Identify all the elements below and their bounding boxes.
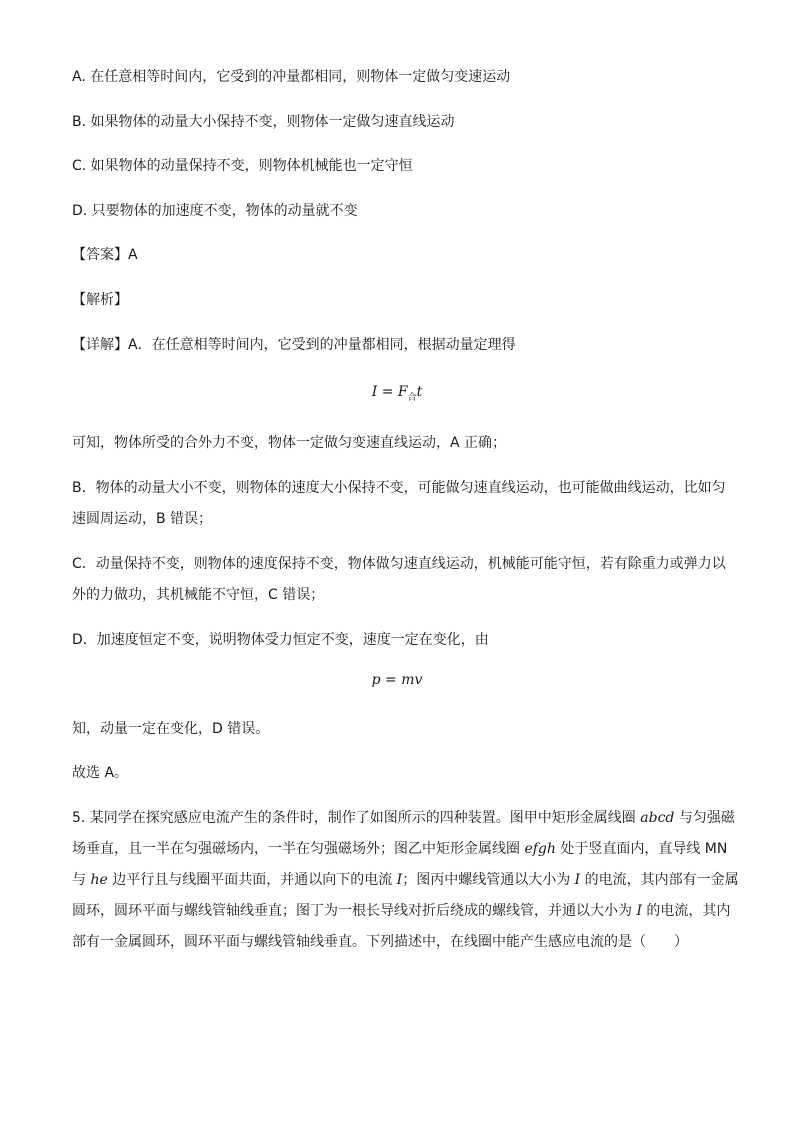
q5-text: 与匀强磁: [674, 810, 735, 826]
detail-a-line: [72, 336, 516, 354]
answer-line: [72, 246, 138, 264]
q5-text: ；图丙中螺线管通以大小为: [402, 872, 575, 888]
detail-a-conclusion: 可知，物体所受的合外力不变，物体一定做匀变速直线运动，A 正确；: [72, 435, 507, 451]
detail-a-text: A．在任意相等时间内，它受到的冲量都相同，根据动量定理得: [128, 337, 516, 353]
detail-choose: 故选 A。: [72, 765, 129, 781]
detail-label: 【详解】: [72, 337, 128, 353]
detail-d-line1: D．加速度恒定不变，说明物体受力恒定不变，速度一定在变化，由: [72, 632, 489, 648]
question-5-line1: [72, 809, 735, 827]
answer-value: A: [128, 247, 138, 263]
q5-text: 与: [72, 872, 91, 888]
detail-b-line1: B．物体的动量大小不变，则物体的速度大小保持不变，可能做匀速直线运动，也可能做曲线运动，比如匀: [72, 480, 726, 496]
equation-impulse-lhs: I = F: [371, 384, 408, 400]
option-b: B. 如果物体的动量大小保持不变，则物体一定做匀速直线运动: [72, 114, 455, 130]
option-c: C. 如果物体的动量保持不变，则物体机械能也一定守恒: [72, 158, 413, 174]
option-d: D. 只要物体的加速度不变，物体的动量就不变: [72, 203, 358, 219]
q5-text: 的电流，其内: [641, 903, 731, 919]
question-5-line3: [72, 871, 739, 889]
q5-text: 处于竖直面内，直导线 MN: [555, 841, 728, 857]
equation-impulse: [0, 384, 794, 403]
q5-text: 圆环，圆环平面与螺线管轴线垂直；图丁为一根长导线对折后绕成的螺线管，并通以大小为: [72, 903, 637, 919]
current-symbol: I: [636, 903, 642, 919]
question-5-line2: [72, 840, 727, 858]
detail-c-line2: 外的力做功，其机械能不守恒，C 错误；: [72, 587, 325, 603]
equation-momentum: p = mv: [371, 672, 423, 688]
q5-text: 5. 某同学在探究感应电流产生的条件时，制作了如图所示的四种装置。图甲中矩形金属线圈: [72, 810, 641, 826]
equation-impulse-subscript: 合: [407, 393, 417, 403]
q5-text: 边平行且与线圈平面共面，并通以向下的电流: [107, 872, 397, 888]
q5-text: 的电流，其内部有一金属: [580, 872, 739, 888]
current-symbol: I: [396, 872, 403, 888]
question-5-line5: 部有一金属圆环，圆环平面与螺线管轴线垂直。下列描述中，在线圈中能产生感应电流的是（ ）: [72, 934, 688, 950]
answer-label: 【答案】: [72, 247, 128, 263]
equation-impulse-rhs: t: [416, 384, 423, 400]
option-a: A. 在任意相等时间内，它受到的冲量都相同，则物体一定做匀变速运动: [72, 69, 511, 85]
analysis-label: 【解析】: [72, 292, 128, 308]
question-5-line4: [72, 902, 730, 920]
q5-text: 场垂直，且一半在匀强磁场内，一半在匀强磁场外；图乙中矩形金属线圈: [72, 841, 525, 857]
detail-d-line2: 知，动量一定在变化，D 错误。: [72, 721, 270, 737]
coil-efgh-label: efgh: [524, 841, 556, 857]
edge-he-label: he: [90, 872, 108, 888]
coil-abcd-label: abcd: [640, 810, 675, 826]
current-symbol: I: [574, 872, 581, 888]
detail-b-line2: 速圆周运动，B 错误；: [72, 511, 213, 527]
detail-c-line1: C．动量保持不变，则物体的速度保持不变，物体做匀速直线运动，机械能可能守恒，若有除重力或弹力以: [72, 556, 726, 572]
